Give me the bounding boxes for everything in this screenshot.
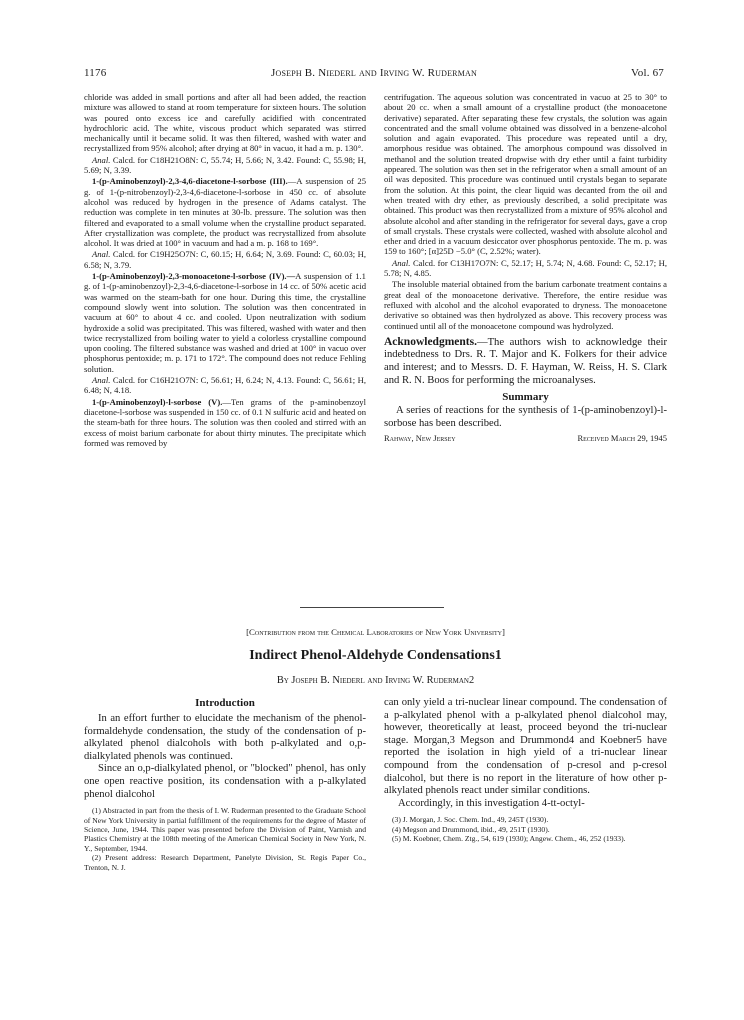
received-date: Received March 29, 1945 (577, 433, 667, 444)
place: Rahway, New Jersey (384, 433, 456, 444)
compound-paragraph (84, 271, 366, 374)
paragraph-text: Since an o,p-dialkylated phenol, or "blocked" phenol, has only one open reactive position, its condensation with a p-alkylated phenol dialcohol (84, 763, 366, 800)
footnote (384, 815, 667, 824)
analysis-text: Calcd. for C18H21O8N: C, 55.74; H, 5.66; N, 3.42. Found: C, 55.98; H, 5.69; N, 3.39. (84, 154, 366, 176)
paragraph (84, 713, 366, 763)
compound-text: —Ten grams of the p-aminobenzoyl diacetone-l-sorbose was suspended in 150 cc. of 0.1 N sulfuric acid and heated on the steam-bath for three hours. The solution was then cooled and stirred with an excess of moist barium carbonate for about thirty minutes. The precipitate which formed was removed by (84, 396, 366, 448)
section-divider (300, 607, 444, 608)
analysis-text: Calcd. for C13H17O7N: C, 52.17; H, 5.74; N, 4.68. Found: C, 52.17; H, 5.78; N, 4.85. (384, 257, 667, 279)
footnote-text: (2) Present address: Research Department, Panelyte Division, St. Regis Paper Co., Trenton, N. J. (84, 853, 366, 872)
compound-heading: 1-(p-Aminobenzoyl)-l-sorbose (V). (92, 396, 223, 407)
summary-text (384, 405, 667, 430)
analysis-line (84, 249, 366, 270)
analysis-text: Calcd. for C19H25O7N: C, 60.15; H, 6.64; N, 3.69. Found: C, 60.03; H, 6.58; N, 3.79. (84, 249, 366, 270)
running-head-authors: Joseph B. Niederl and Irving W. Ruderman (271, 67, 477, 79)
footnotes (384, 815, 667, 843)
introduction-heading: Introduction (195, 697, 255, 709)
footnote (84, 853, 366, 872)
signature-line (384, 433, 667, 445)
bottom-left-column (84, 697, 366, 872)
footnote (84, 806, 366, 853)
analysis-line (384, 258, 667, 279)
article-title: Indirect Phenol-Aldehyde Condensations1 (249, 648, 502, 663)
volume-number: Vol. 67 (631, 67, 664, 79)
paragraph: can only yield a tri-nuclear linear compound. The condensation of a p-alkylated phenol with a p-alkylated phenol dialcohol may, however, theoretically at least, proceed beyond the tri-nuclear stage. Morgan,3 Megson and Drummond4 and Koebner5 have reported the isolation in high yield of a tri-nuclear linear compound from the condensation of p-cresol and p-cresol dialcohol, but there is no report in the literature of how other p-alkylated phenols react under similar conditions. (384, 697, 667, 797)
analysis-label: Anal. (392, 257, 411, 268)
footnote-text: (4) Megson and Drummond, ibid., 49, 251T (1930). (392, 824, 550, 834)
page-number: 1176 (84, 67, 107, 79)
summary-heading: Summary (502, 391, 549, 404)
compound-heading: 1-(p-Aminobenzoyl)-2,3-monoacetone-l-sorbose (IV).— (92, 271, 296, 282)
paragraph-text: Accordingly, in this investigation 4-tt-octyl- (398, 797, 585, 809)
compound-text: —A suspension of 25 g. of 1-(p-nitrobenzoyl)-2,3-4,6-diacetone-l-sorbose in 450 cc. of absolute alcohol was reduced by hydrogen in the presence of Adams catalyst. The reduction was complete in ten minutes at 30-lb. pressure. The solution was then filtered and evaporated to a small volume when the crystalline product separated. After crystallization was complete, the product was recrystallized from absolute alcohol. It was dried at 100° in vacuum and had a m. p. 168 to 169°. (84, 176, 366, 249)
acknowledgments-heading: Acknowledgments. (384, 335, 477, 348)
compound-paragraph (84, 176, 366, 248)
byline: By Joseph B. Niederl and Irving W. Ruderman2 (276, 675, 475, 686)
footnotes (84, 806, 366, 872)
compound-heading: 1-(p-Aminobenzoyl)-2,3-4,6-diacetone-l-sorbose (III). (92, 176, 288, 187)
analysis-line (84, 155, 366, 176)
compound-text: A suspension of 1.1 g. of 1-(p-aminobenzoyl)-2,3-4,6-diacetone-l-sorbose in 14 cc. of 50% acetic acid was warmed on the steam-bath for one hour. During this time, the crystalline compound slowly went into solution. The solution was then concentrated in vacuum at 60° to about 4 cc. and cooled. Upon neutralization with sodium hydroxide a solid was precipitated. This was filtered, washed with water and then twice recrystallized from boiling water to yield a colorless crystalline compound upon cooling. The filtered substance was washed and dried at 100° in vacuo over phosphorus pentoxide; m. p. 171 to 172°. The compound does not reduce Fehling solution. (84, 271, 366, 374)
contribution-line: [Contribution from the Chemical Laboratories of New York University] (246, 627, 505, 637)
top-right-column (384, 92, 667, 445)
paragraph (384, 798, 667, 811)
top-left-column (84, 92, 366, 448)
paragraph: centrifugation. The aqueous solution was concentrated in vacuo at 25 to 30° to about 20 cc. when a small amount of a crystalline product (the monoacetone derivative) separated. After separating these few crystals, the solution was again concentrated and the small volume obtained was dissolved in a benzene-alcohol solution and again evaporated. This procedure was repeated until a dry, amorphous residue was obtained. The amorphous compound was dissolved in methanol and the solution treated dropwise with dry ether until a faint turbidity appeared. The solution was then set in the refrigerator when a small amount of an oil was deposited. This procedure was continued until crystals began to separate from the solution. At this point, the clear liquid was decanted from the oil and when treated with dry ether, as previously described, a solid precipitate was obtained. This product was then recrystallized from a mixture of 95% alcohol and absolute alcohol and after standing in the refrigerator for several days, gave a crop of small crystals. These crystals were collected, washed with absolute alcohol and ether and dried in a vacuum desiccator over phosphorus pentoxide. The m. p. was 159 to 160°; [α]25D −5.0° (C, 2.52%; water). (384, 92, 667, 257)
footnote-text: (3) J. Morgan, J. Soc. Chem. Ind., 49, 245T (1930). (392, 815, 549, 825)
paragraph (384, 279, 667, 330)
footnote (384, 834, 667, 843)
paragraph: chloride was added in small portions and after all had been added, the reaction mixture was allowed to stand at room temperature for sixteen hours. The solution was poured onto excess ice and carefully acidified with concentrated hydrochloric acid. The white, viscous product which separated was stirred mechanically until it became solid. It was then filtered, washed with water and recrystallized from 95% alcohol; after drying at 80° in vacuo, it had a m. p. 130°. (84, 92, 366, 154)
compound-paragraph (84, 397, 366, 448)
summary-body: A series of reactions for the synthesis of 1-(p-aminobenzoyl)-l-sorbose has been described. (384, 405, 667, 429)
running-head (84, 66, 664, 80)
analysis-label: Anal. (92, 375, 111, 386)
analysis-label: Anal. (92, 249, 111, 260)
footnote-text: (5) M. Koebner, Chem. Ztg., 54, 619 (1930); Angew. Chem., 46, 252 (1933). (392, 834, 626, 844)
paragraph-text: The insoluble material obtained from the barium carbonate treatment contains a great deal of the monoacetone derivative. Therefore, the entire residue was refluxed with alcohol and the alcohol evaporated to dryness. The monoacetone derivative so obtained was then hydrolyzed as above. This recovery process was continued until all of the monoacetone compound was hydrolyzed. (384, 279, 667, 331)
acknowledgments-text: —The authors wish to acknowledge their indebtedness to Drs. R. T. Major and K. Folkers for their advice and interest; and to Messrs. D. F. Hayman, W. Reiss, H. S. Clark and R. N. Boos for performing the microanalyses. (384, 336, 667, 386)
paragraph-text: In an effort further to elucidate the mechanism of the phenol-formaldehyde condensation, the study of the condensation of p-alkylated phenol dialcohols with both p-alkylated and o,p-dialkylated phenols was continued. (84, 713, 366, 762)
analysis-text: Calcd. for C16H21O7N: C, 56.61; H, 6.24; N, 4.13. Found: C, 56.61; H, 6.48; N, 4.18. (84, 375, 366, 396)
paragraph (84, 763, 366, 801)
analysis-line (84, 375, 366, 396)
analysis-label: Anal. (92, 154, 111, 165)
footnote-text: (1) Abstracted in part from the thesis of I. W. Ruderman presented to the Graduate School of New York University in partial fulfillment of the requirements for the degree of Master of Science, June, 1944. This paper was presented before the Division of Paint, Varnish and Plastics Chemistry at the 108th meeting of the American Chemical Society in New York, N. Y., September, 1944. (84, 806, 366, 853)
acknowledgments (384, 336, 667, 387)
footnote (384, 825, 667, 834)
bottom-right-column (384, 697, 667, 844)
